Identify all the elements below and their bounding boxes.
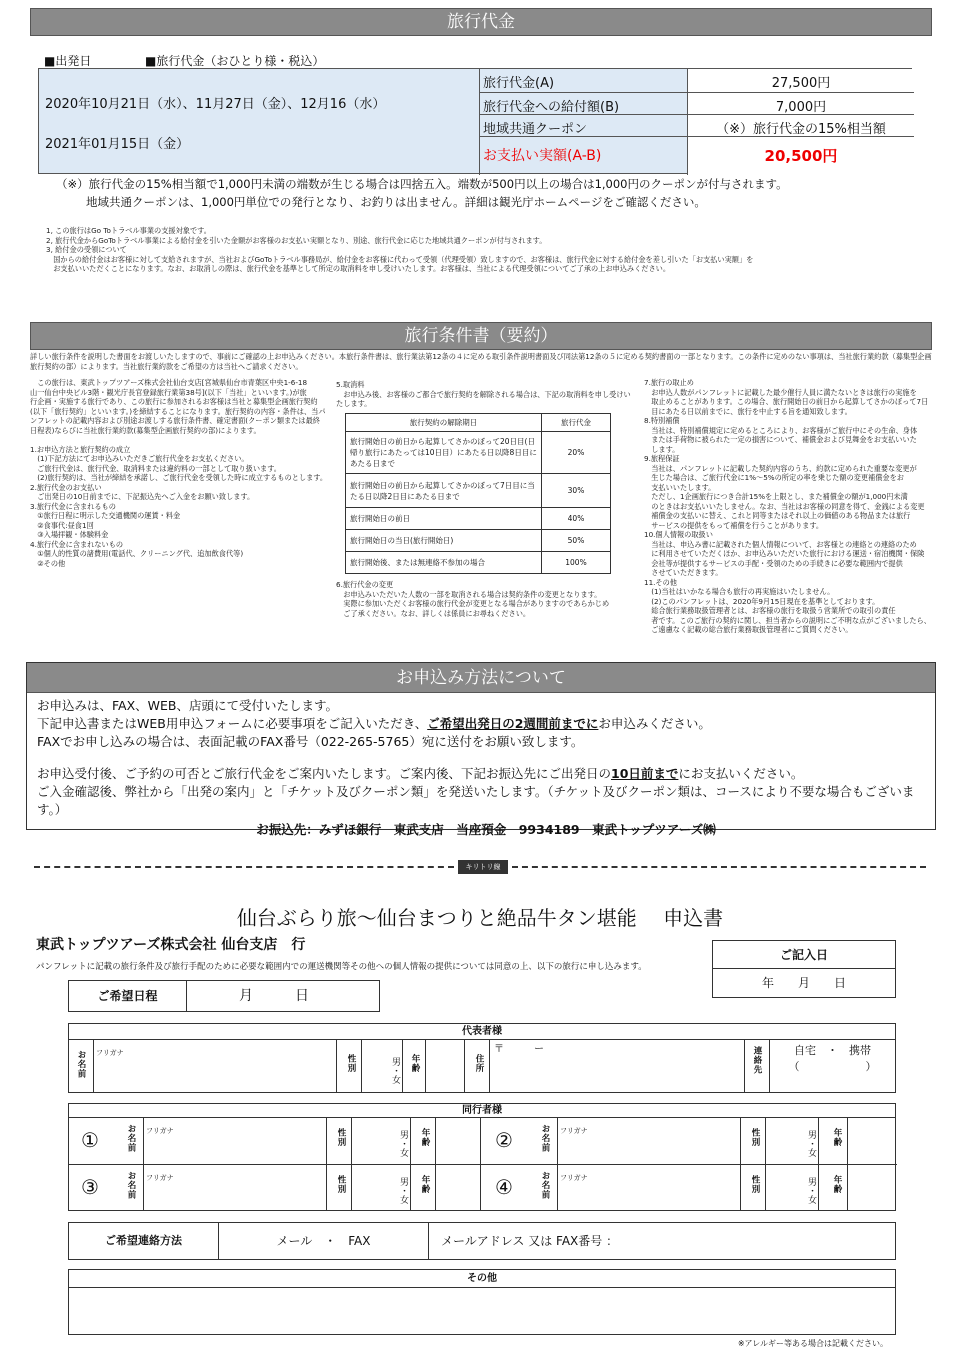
fill-date-box — [712, 940, 896, 998]
cut-line-right — [512, 866, 926, 868]
cond-col-2-head: 5.取消料 お申込み後、お客様のご都合で旅行契約を解除される場合は、下記の取消料を申し受けいたします。 — [336, 380, 631, 408]
fee-band-title: 旅行代金 — [447, 12, 515, 32]
wish-date-box — [68, 980, 380, 1012]
cond-col-2-tail: 6.旅行代金の変更 お申込みいただいた人数の一部を取消される場合は契約条件の変更となります。 実際に参加いただくお客様の旅行代金が変更となる場合がありますのであらかじめ ご了承ください。なお、詳しくは係員にお尋ねください。 — [336, 580, 610, 618]
comp1-sex-field[interactable]: 男・女 — [351, 1118, 411, 1164]
rep-tel-paren: （ ） — [788, 1060, 877, 1073]
rep-name-field[interactable]: フリガナ — [93, 1040, 337, 1092]
rep-addr-field[interactable]: 〒 ー — [489, 1040, 745, 1092]
cancel-head: 旅行契約の解除期日 — [346, 414, 542, 432]
fee-row-value: 20,500円 — [688, 137, 914, 175]
comp4-age-field[interactable] — [847, 1165, 897, 1211]
bank-info: お振込先：みずほ銀行 東武支店 当座預金 9934189 東武トップツアーズ㈱ — [256, 822, 716, 837]
comp4-sex-field[interactable]: 男・女 — [765, 1165, 819, 1211]
rep-contact-field[interactable] — [769, 1040, 895, 1092]
comp-name-label: お名前 — [126, 1124, 136, 1153]
comp3-age-field[interactable] — [435, 1165, 481, 1211]
companion-number: ④ — [495, 1175, 513, 1199]
companion-number: ③ — [81, 1175, 99, 1199]
comp-sex-label: 性別 — [750, 1175, 760, 1194]
fee-row-label: 地域共通クーポン — [480, 115, 688, 137]
cond-col-3: 7.旅行の取止め お申込人数がパンフレットに記載した最少催行人員に満たないときは旅行の実施を 取止めることがあります。この場合、旅行開始日の前日から起算してさかのぼって7日 目にあたる日以前までに、旅行を中止する旨を通知致します。 8.特別補償 当社は、特別補償規定に定めるところにより、お客様がご旅行中にその生命、身体 または手荷物に被られた一定の損害について、補償金および見舞金をお支払いいた します。 9.旅程保証 当社は、パンフレットに記載した契約内容のうち、約款に定められた重要な変更が 生じた場合は、ご旅行代金に1%～5%の所定の率を乗じた額の変更補償金をお 支払いいたします。 ただし、1企画旅行につき合計15%を上限とし、また補償金の額が1,000円未満 のときはお支払いいたしません。なお、当社はお客様の同意を得て、金銭による変更 補償金の支払いに替え、これと同等またはそれ以上の価値のある物品または旅行 サービスの提供をもって補償を行うことがあります。 10.個人情報の取扱い 当社は、申込み書に記載された個人情報について、お客様との連絡との連絡のため に利用させていただくほか、お申込みいただいた旅行における運送・宿泊機関・保険 会社等が提供するサービスの手配・受領のための手続きに必要な範囲内で提供 させていただきます。 11.その他 (1)当社はいかなる場合も旅行の再実施はいたしません。 (2)このパンフレットは、2020年9月15日現在を基準としております。 総合旅行業務取扱管理者とは、お客様の旅行を取扱う営業所での取引の責任 者です。このご旅行の契約に関し、担当者からの説明にご不明な点がございましたら、 ご遠慮なく記載の総合旅行業務取扱管理者にご質問ください。 — [644, 378, 931, 634]
fee-row-label: 旅行代金(A) — [480, 69, 688, 93]
fee-row-value: （※）旅行代金の15%相当額 — [688, 115, 914, 137]
apply-band — [27, 663, 935, 693]
comp-age-label: 年齢 — [420, 1128, 430, 1147]
cancel-rate: 30% — [542, 474, 611, 508]
rep-tel-text: 自宅 ・ 携帯 — [794, 1044, 871, 1057]
companion-number: ① — [81, 1128, 99, 1152]
apply-line-1: お申込みは、FAX、WEB、店頭にて受付いたします。 — [37, 698, 338, 713]
companions-box — [68, 1103, 896, 1211]
fee-row-value: 27,500円 — [688, 69, 914, 93]
comp3-sex-field[interactable]: 男・女 — [351, 1165, 411, 1211]
rep-name-label: お名前 — [76, 1050, 86, 1079]
fee-band — [30, 8, 932, 36]
wish-date-label: ご希望日程 — [69, 981, 187, 1011]
comp-age-label: 年齢 — [832, 1128, 842, 1147]
fee-row-label: お支払い実額(A-B) — [480, 137, 688, 175]
fill-date-field[interactable]: 年 月 日 — [761, 976, 846, 990]
apply-line-4: お申込受付後、ご予約の可否とご旅行代金をご案内いたします。ご案内後、下記お振込先にご出発日の10日前までにお支払いください。 — [37, 766, 804, 781]
allergy-note: ※アレルギー等ある場合は記載ください。 — [737, 1339, 888, 1348]
comp2-age-field[interactable] — [847, 1118, 897, 1164]
fee-head-price: ■旅行代金（おひとり様・税込） — [145, 54, 325, 68]
apply-line-2: 下記申込書またはWEB用申込フォームに必要事項をご記入いただき、ご希望出発日の2週間前までにお申込みください。 — [37, 716, 711, 731]
comp-name-label: お名前 — [540, 1124, 550, 1153]
comp-sex-label: 性別 — [336, 1128, 346, 1147]
fee-note-1: （※）旅行代金の15%相当額で1,000円未満の端数が生じる場合は四捨五入。端数が500円以上の場合は1,000円のクーポンが付与されます。 — [56, 177, 788, 191]
rep-header: 代表者様 — [69, 1024, 895, 1040]
cancel-rate: 50% — [542, 530, 611, 552]
other-box[interactable] — [68, 1269, 896, 1335]
cancel-period: 旅行開始日の前日から起算してさかのぼって20日目(日帰り旅行にあたっては10日目）にあたる日以降8日目にあたる日まで — [346, 432, 542, 474]
form-addressee: 東武トップツアーズ株式会社 仙台支店 行 — [36, 937, 306, 953]
cancel-rate: 40% — [542, 508, 611, 530]
fee-row-value: 7,000円 — [688, 93, 914, 115]
comp-name-label: お名前 — [126, 1171, 136, 1200]
rep-sex-field[interactable]: 男・女 — [361, 1040, 403, 1092]
comp-age-label: 年齢 — [420, 1175, 430, 1194]
cond-intro: 詳しい旅行条件を説明した書面をお渡しいたしますので、事前にご確認の上お申込みください。本旅行条件書は、旅行業法第12条の４に定める取引条件説明書面及び同法第12条の５に定める契約書面の一部となります。この条件に定めのない事項は、当社旅行業約款（募集型企画旅行契約の部）によります。当社旅行業約款をご希望の方は当社へご請求ください。 — [30, 352, 932, 371]
cancel-period: 旅行開始日の前日 — [346, 508, 542, 530]
companion-row — [69, 1165, 897, 1211]
cut-label: キリトリ線 — [458, 860, 508, 874]
apply-box — [26, 662, 936, 837]
comp2-sex-field[interactable]: 男・女 — [765, 1118, 819, 1164]
apply-line-3: FAXでお申し込みの場合は、表面記載のFAX番号（022-265-5765）宛に送付をお願い致します。 — [37, 734, 584, 749]
companion-number: ② — [495, 1128, 513, 1152]
cancel-rate: 100% — [542, 552, 611, 574]
rep-age-field[interactable] — [425, 1040, 465, 1092]
apply-band-title: お申込み方法について — [396, 668, 566, 688]
cancel-head: 旅行代金 — [542, 414, 611, 432]
comp4-name-field[interactable]: フリガナ — [557, 1165, 741, 1211]
cond-band-title: 旅行条件書（要約） — [404, 326, 558, 346]
comp-name-label: お名前 — [540, 1171, 550, 1200]
comp1-age-field[interactable] — [435, 1118, 481, 1164]
comp-sex-label: 性別 — [336, 1175, 346, 1194]
fee-note-2: 地域共通クーポンは、1,000円単位での発行となり、お釣りは出ません。詳細は観光庁ホームページをご確認ください。 — [86, 195, 706, 209]
contact-method-box — [68, 1222, 896, 1260]
cancel-period: 旅行開始後、または無連絡不参加の場合 — [346, 552, 542, 574]
representative-box — [68, 1023, 896, 1093]
fee-dates-1: 2020年10月21日（水）、11月27日（金）、12月16（水） — [45, 97, 386, 112]
cancel-period: 旅行開始日の前日から起算してさかのぼって7日目に当たる日以降2日目にあたる日まで — [346, 474, 542, 508]
mail-fax-field[interactable]: メールアドレス 又は FAX番号 ： — [441, 1234, 619, 1248]
cancel-table — [345, 413, 611, 574]
fee-dates-2: 2021年01月15日（金） — [45, 137, 190, 152]
fill-date-label: ご記入日 — [713, 941, 895, 969]
comp1-name-field[interactable]: フリガナ — [143, 1118, 327, 1164]
apply-deadline: ご希望出発日の2週間前までに — [427, 716, 599, 731]
cond-band — [30, 322, 932, 350]
comp-header: 同行者様 — [69, 1104, 895, 1118]
apply-pay-deadline: 10日前まで — [611, 766, 679, 781]
fee-head-date: ■出発日 — [44, 54, 92, 68]
cond-col-1: この旅行は、東武トップツアーズ株式会社仙台支店[宮城県仙台市青葉区中央1-6-18 山一仙台中央ビル3階・観光庁長官登録旅行業第38号](以下「当社」といいます。)が旅 行企画・実施する旅行であり、この旅行に参加されるお客様は当社と募集型企画旅行契約 (以下「旅行契約」といいます。)を締結することになります。旅行契約の内容・条件は、当パ ンフレットの記載内容および別途お渡しする旅行条件書、確定書面(クーポン類または最終 日程表)ならびに当社旅行業約款(募集型企画旅行契約の部)によります。 1.お申込方法と旅行契約の成立 (1)下記方法にてお申込みいただきご旅行代金をお支払ください。 ご旅行代金は、旅行代金、取消料または違約料の一部として取り扱います。 (2)旅行契約は、当社が締結を承諾し、ご旅行代金を受領した時に成立するものとします。 2.旅行代金のお支払い ご出発日の10日前までに、下記振込先へご入金をお願い致します。 3.旅行代金に含まれるもの ①旅行日程に明示した交通機関の運賃・料金 ②食事代:昼食1回 ③入場拝観・体験料金 4.旅行代金に含まれないもの ①個人的性質の諸費用(電話代、クリーニング代、追加飲食代等) ②その他 — [30, 378, 328, 568]
cut-line-left — [34, 866, 454, 868]
rep-contact-label-text: 連絡先 — [752, 1046, 762, 1075]
form-title: 仙台ぶらり旅～仙台まつりと絶品牛タン堪能 申込書 — [236, 906, 724, 930]
fee-row-label: 旅行代金への給付額(B) — [480, 93, 688, 115]
companion-row — [69, 1118, 897, 1165]
fee-small-notes: 1, この旅行はGo Toトラベル事業の支援対象です。 2, 旅行代金からGoToトラベル事業による給付金を引いた金額がお客様のお支払い実額となり、別途、旅行代金に応じた地域共通クーポンが付与されます。 3, 給付金の受領について 国からの給付金はお客様に対して支給されますが、当社およびGoToトラベル事務局が、給付金をお客様に代わって受領（代理受領）致しますので、お客様は、旅行代金に対する給付金を差し引いた「お支払い実額」を お支払いいただくことになります。なお、お取消しの際は、旅行代金を基準として所定の取消料を申し受けいたします。お客様は、当社による代理受領についてご了承の上お申込みください。 — [46, 226, 754, 273]
comp2-name-field[interactable]: フリガナ — [557, 1118, 741, 1164]
cancel-rate: 20% — [542, 432, 611, 474]
rep-age-label: 年齢 — [410, 1054, 420, 1073]
comp-age-label: 年齢 — [832, 1175, 842, 1194]
apply-line-5: ご入金確認後、弊社から「出発の案内」と「チケット及びクーポン類」を発送いたします。（チケット及びクーポン類は、コースにより不要な場合もございます。） — [37, 784, 915, 817]
cancel-period: 旅行開始日の当日(旅行開始日) — [346, 530, 542, 552]
comp3-name-field[interactable]: フリガナ — [143, 1165, 327, 1211]
contact-method-choice[interactable]: メール ・ FAX — [219, 1223, 429, 1259]
other-label: その他 — [69, 1270, 895, 1288]
wish-date-field[interactable]: 月 日 — [239, 988, 309, 1004]
form-consent: パンフレットに記載の旅行条件及び旅行手配のために必要な範囲内での運送機関等その他への個人情報の提供については同意の上、以下の旅行に申し込みます。 — [36, 962, 647, 972]
contact-method-label: ご希望連絡方法 — [69, 1223, 219, 1259]
comp-sex-label: 性別 — [750, 1128, 760, 1147]
rep-sex-label: 性別 — [346, 1054, 356, 1073]
fee-table — [38, 68, 912, 174]
rep-addr-label: 住所 — [474, 1054, 484, 1073]
